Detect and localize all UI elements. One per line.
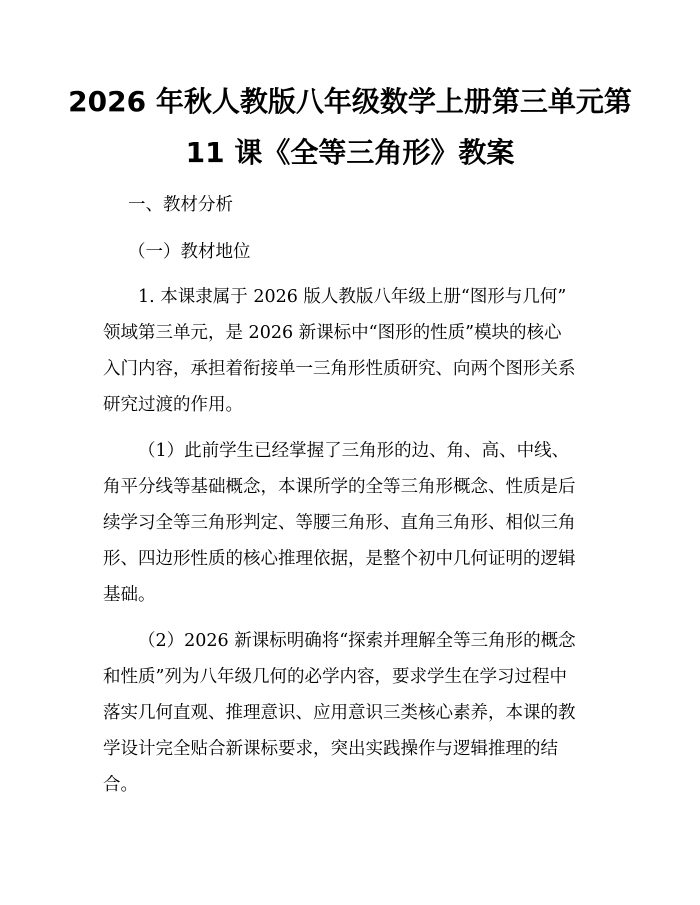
paragraph-line: 基础。 (103, 585, 156, 605)
paragraph-line: （1）此前学生已经掌握了三角形的边、角、高、中线、 (138, 441, 570, 461)
paragraph-line: （2）2026 新课标明确将“探索并理解全等三角形的概念 (138, 631, 576, 651)
paragraph-line: 落实几何直观、推理意识、应用意识三类核心素养，本课的教 (103, 703, 576, 723)
paragraph-line: 续学习全等三角形判定、等腰三角形、直角三角形、相似三角 (103, 513, 576, 533)
subsection-heading: （一）教材地位 (128, 242, 251, 262)
paragraph-line: 1. 本课隶属于 2026 版人教版八年级上册“图形与几何” (138, 287, 567, 307)
paragraph-line: 入门内容，承担着衔接单一三角形性质研究、向两个图形关系 (103, 359, 576, 379)
paragraph-line: 角平分线等基础概念，本课所学的全等三角形概念、性质是后 (103, 477, 576, 497)
paragraph-line: 和性质”列为八年级几何的必学内容，要求学生在学习过程中 (103, 667, 567, 687)
document-title-line-2: 11 课《全等三角形》教案 (185, 136, 515, 169)
paragraph-line: 形、四边形性质的核心推理依据，是整个初中几何证明的逻辑 (103, 549, 576, 569)
paragraph-line: 学设计完全贴合新课标要求，突出实践操作与逻辑推理的结 (103, 739, 558, 759)
section-heading: 一、教材分析 (128, 195, 233, 215)
paragraph-1 (103, 279, 603, 423)
paragraph-line: 领域第三单元，是 2026 新课标中“图形的性质”模块的核心 (103, 323, 562, 343)
paragraph-3 (103, 623, 603, 803)
paragraph-2 (103, 433, 603, 613)
paragraph-line: 研究过渡的作用。 (103, 395, 243, 415)
document-title-line-1: 2026 年秋人教版八年级数学上册第三单元第 (68, 85, 632, 118)
paragraph-line: 合。 (103, 775, 138, 795)
